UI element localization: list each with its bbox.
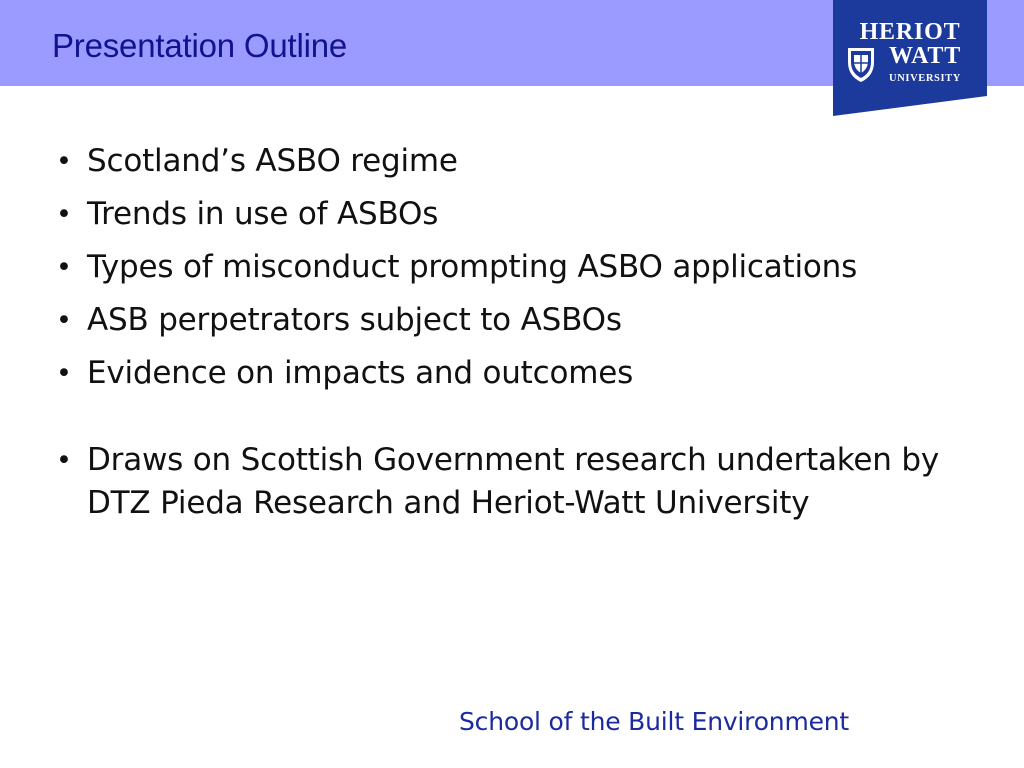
- list-item: [56, 439, 986, 525]
- bullet-text: Trends in use of ASBOs: [87, 196, 439, 232]
- bullet-text: Scotland’s ASBO regime: [87, 143, 458, 179]
- bullet-icon: •: [56, 445, 72, 476]
- heriot-watt-logo: [833, 0, 987, 116]
- list-item: [56, 140, 986, 183]
- bullet-text: Draws on Scottish Government research undertaken by DTZ Pieda Research and Heriot-Watt University: [87, 442, 940, 521]
- list-item: [56, 352, 986, 395]
- logo-line-university: UNIVERSITY: [889, 73, 961, 84]
- list-item: [56, 193, 986, 236]
- logo-line-heriot: HERIOT: [859, 19, 961, 45]
- bullet-icon: •: [56, 305, 72, 336]
- bullet-icon: •: [56, 199, 72, 230]
- content-area: [56, 140, 986, 535]
- list-item: [56, 246, 986, 289]
- bullet-list: [56, 140, 986, 525]
- logo-line-watt: WATT: [888, 43, 962, 69]
- list-item: [56, 299, 986, 342]
- footer-text: School of the Built Environment: [459, 707, 850, 736]
- bullet-icon: •: [56, 146, 72, 177]
- bullet-text: Types of misconduct prompting ASBO applications: [87, 249, 858, 285]
- slide-title: Presentation Outline: [52, 27, 348, 64]
- bullet-text: ASB perpetrators subject to ASBOs: [87, 302, 622, 338]
- bullet-icon: •: [56, 358, 72, 389]
- bullet-icon: •: [56, 252, 72, 283]
- bullet-text: Evidence on impacts and outcomes: [87, 355, 634, 391]
